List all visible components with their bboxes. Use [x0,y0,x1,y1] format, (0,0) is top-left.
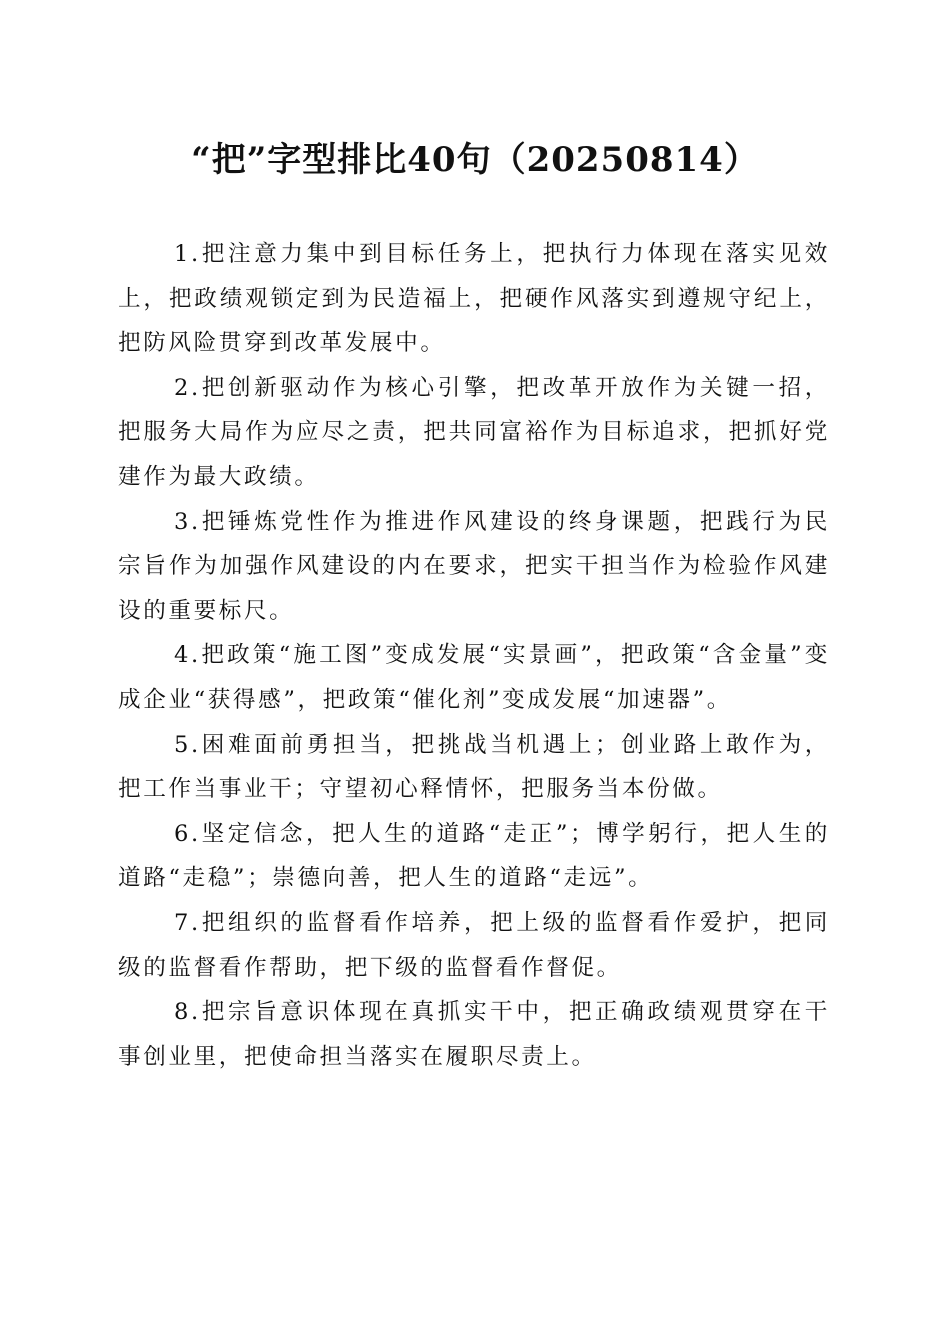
paragraph-5: 5.困难面前勇担当，把挑战当机遇上；创业路上敢作为，把工作当事业干；守望初心释情怀，把服务当本份做。 [118,731,830,803]
paragraph-7: 7.把组织的监督看作培养，把上级的监督看作爱护，把同级的监督看作帮助，把下级的监督看作督促。 [118,909,830,981]
document-body [118,232,830,1079]
document-title: “把”字型排比40句（20250814） [191,140,759,180]
paragraph-1: 1.把注意力集中到目标任务上，把执行力体现在落实见效上，把政绩观锁定到为民造福上，把硬作风落实到遵规守纪上，把防风险贯穿到改革发展中。 [118,241,830,357]
paragraph-3: 3.把锤炼党性作为推进作风建设的终身课题，把践行为民宗旨作为加强作风建设的内在要求，把实干担当作为检验作风建设的重要标尺。 [118,508,830,624]
paragraph-8: 8.把宗旨意识体现在真抓实干中，把正确政绩观贯穿在干事创业里，把使命担当落实在履职尽责上。 [118,999,830,1070]
paragraph-2: 2.把创新驱动作为核心引擎，把改革开放作为关键一招，把服务大局作为应尽之责，把共同富裕作为目标追求，把抓好党建作为最大政绩。 [118,374,830,490]
paragraph-4: 4.把政策“施工图”变成发展“实景画”，把政策“含金量”变成企业“获得感”，把政策“催化剂”变成发展“加速器”。 [118,642,830,713]
paragraph-6: 6.坚定信念，把人生的道路“走正”；博学躬行，把人生的道路“走稳”；崇德向善，把人生的道路“走远”。 [118,820,830,892]
